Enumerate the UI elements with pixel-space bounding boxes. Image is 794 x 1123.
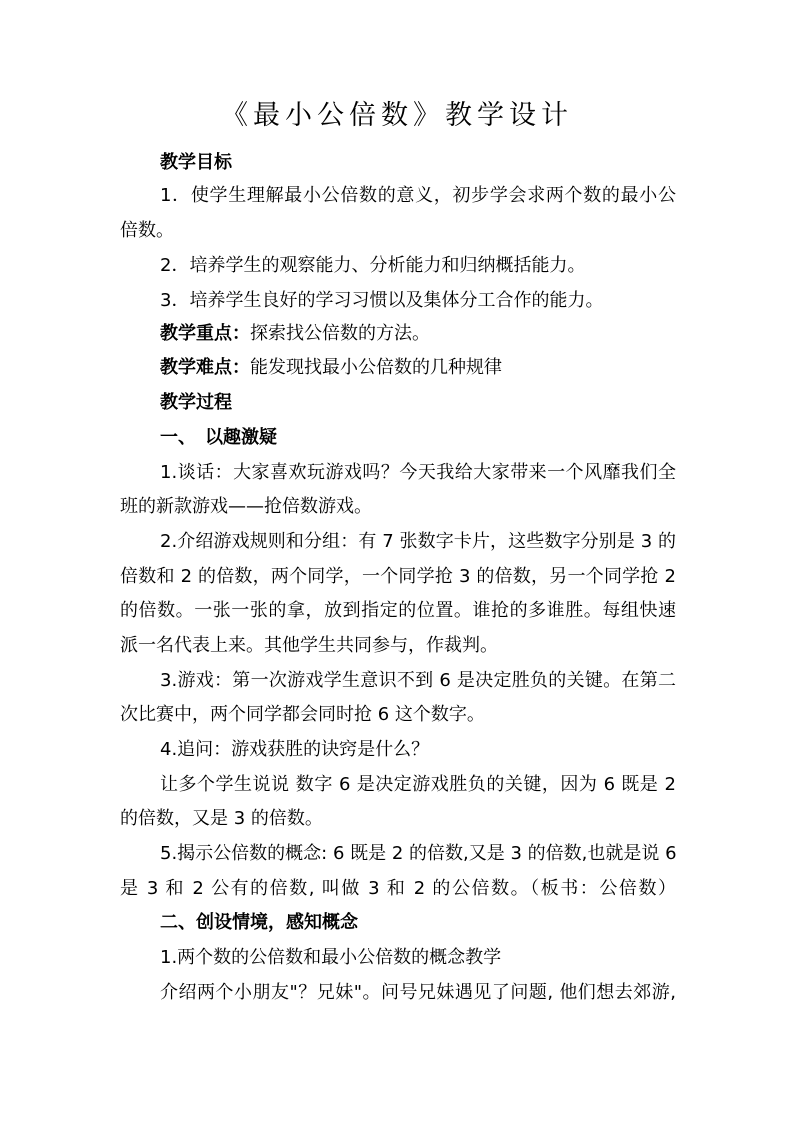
body-text: 倍数。: [120, 220, 174, 241]
bold-text: 教学过程: [160, 392, 232, 413]
body-line: [160, 910, 676, 936]
body-line: [120, 702, 676, 728]
body-text: 2．培养学生的观察能力、分析能力和归纳概括能力。: [160, 255, 586, 276]
body-line: [160, 460, 676, 486]
body-line: [160, 183, 676, 209]
body-line: [160, 425, 676, 451]
body-line: [120, 598, 676, 624]
body-text: 探索找公倍数的方法。: [250, 323, 430, 344]
bold-text: 教学难点：: [160, 357, 250, 378]
body-text: 4.追问：游戏获胜的诀窍是什么？: [160, 739, 430, 760]
body-text: 1.谈话：大家喜欢玩游戏吗？今天我给大家带来一个风靡我们全: [160, 462, 676, 483]
body-line: [120, 218, 676, 244]
body-line: [160, 150, 676, 176]
bold-text: 一、 以趣激疑: [160, 427, 277, 448]
body-line: [160, 668, 676, 694]
body-line: [160, 980, 676, 1006]
body-text: 3.游戏：第一次游戏学生意识不到 6 是决定胜负的关键。在第二: [160, 670, 676, 691]
bold-text: 教学重点：: [160, 323, 250, 344]
bold-text: 教学目标: [160, 152, 232, 173]
body-text: 派一名代表上来。其他学生共同参与，作裁判。: [120, 635, 498, 656]
body-line: [160, 288, 676, 314]
body-text: 班的新款游戏——抢倍数游戏。: [120, 496, 372, 517]
body-line: [160, 355, 676, 381]
body-text: 能发现找最小公倍数的几种规律: [250, 357, 502, 378]
body-text: 2.介绍游戏规则和分组：有 7 张数字卡片，这些数字分别是 3 的: [160, 531, 676, 552]
document-title: 《最小公倍数》教学设计: [221, 100, 573, 131]
body-text: 1．使学生理解最小公倍数的意义，初步学会求两个数的最小公: [160, 185, 676, 206]
body-line: [160, 253, 676, 279]
body-line: [120, 633, 676, 659]
body-line: [160, 321, 676, 347]
body-line: [160, 529, 676, 555]
body-line: [120, 876, 676, 902]
body-line: [160, 737, 676, 763]
body-line: [120, 564, 676, 590]
body-line: [160, 772, 676, 798]
body-line: [120, 494, 676, 520]
body-text: 次比赛中，两个同学都会同时抢 6 这个数字。: [120, 704, 485, 725]
body-text: 1.两个数的公倍数和最小公倍数的概念教学: [160, 947, 502, 968]
bold-text: 二、创设情境，感知概念: [160, 912, 358, 933]
body-text: 介绍两个小朋友"？兄妹"。问号兄妹遇见了问题, 他们想去郊游,: [160, 982, 676, 1003]
body-line: [160, 390, 676, 416]
body-text: 3．培养学生良好的学习习惯以及集体分工合作的能力。: [160, 290, 604, 311]
body-text: 是 3 和 2 公有的倍数, 叫做 3 和 2 的公倍数。（板书：公倍数）: [120, 878, 676, 899]
body-line: [160, 945, 676, 971]
body-text: 倍数和 2 的倍数，两个同学，一个同学抢 3 的倍数，另一个同学抢 2: [120, 566, 676, 587]
body-text: 5.揭示公倍数的概念: 6 既是 2 的倍数,又是 3 的倍数,也就是说 6: [160, 843, 677, 864]
body-line: [160, 841, 676, 867]
body-text: 的倍数。一张一张的拿，放到指定的位置。谁抢的多谁胜。每组快速: [120, 600, 676, 621]
body-text: 让多个学生说说 数字 6 是决定游戏胜负的关键，因为 6 既是 2: [160, 774, 676, 795]
body-line: [120, 806, 676, 832]
body-text: 的倍数，又是 3 的倍数。: [120, 808, 323, 829]
